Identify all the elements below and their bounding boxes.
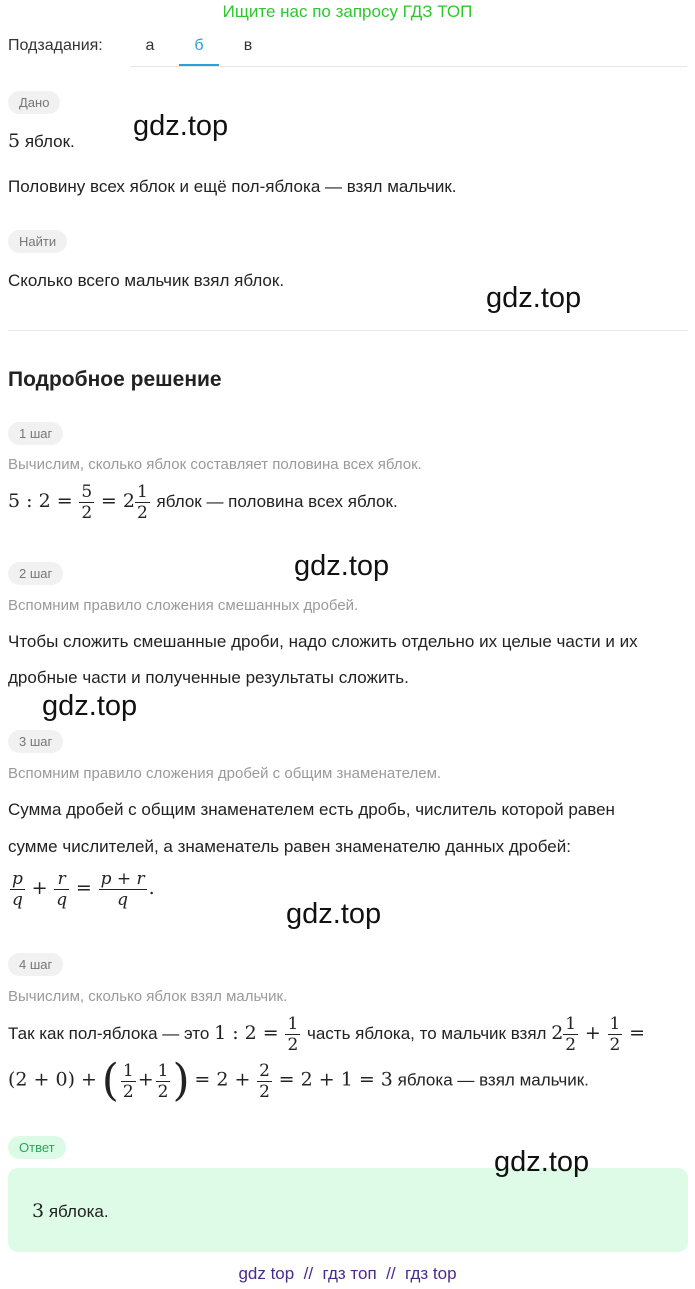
watermark: gdz.top <box>133 110 229 142</box>
step-3-formula: $\frac{p}{q}$ + $\frac{r}{q}$ = $\frac{p + r}{q}$ . <box>12 869 155 910</box>
given-amount: 5 яблок. <box>8 130 75 152</box>
step-1-chip: 1 шаг <box>8 422 63 445</box>
step-3-line-2: сумме числителей, а знаменатель равен знаменателю данных дробей: <box>8 837 571 856</box>
watermark: gdz.top <box>294 550 390 582</box>
footer-links[interactable]: gdz top // гдз топ // гдз top <box>238 1264 457 1283</box>
step-3-hint: Вспомним правило сложения дробей с общим знаменателем. <box>8 765 442 782</box>
step-3-chip: 3 шаг <box>8 730 63 753</box>
given-text: Половину всех яблок и ещё пол-яблока — взял мальчик. <box>8 177 457 196</box>
find-chip: Найти <box>8 230 67 253</box>
step-4-line-2: (2 + 0) + ( $\frac{1}{2}$ + $\frac{1}{2}$ ) = 2 + $\frac{2}{2}$ = 2 + 1 = 3 яблока — взял мальчик. <box>8 1055 589 1106</box>
step-2-line-2: дробные части и полученные результаты сложить. <box>8 668 409 687</box>
answer-chip: Ответ <box>8 1136 66 1159</box>
step-1-hint: Вычислим, сколько яблок составляет половина всех яблок. <box>8 456 422 473</box>
watermark: gdz.top <box>42 690 138 722</box>
tab-b[interactable]: б <box>179 28 219 66</box>
step-1-formula: 5 : 2 = $\frac{5}{2}$ = 2 $\frac{1}{2}$ яблок — половина всех яблок. <box>8 482 398 523</box>
step-3-line-1: Сумма дробей с общим знаменателем есть дробь, числитель которой равен <box>8 800 615 819</box>
watermark: gdz.top <box>494 1146 590 1178</box>
watermark: gdz.top <box>286 898 382 930</box>
find-text: Сколько всего мальчик взял яблок. <box>8 271 285 290</box>
step-4-chip: 4 шаг <box>8 953 63 976</box>
tab-v[interactable]: в <box>243 37 253 54</box>
subtasks-label: Подзадания: <box>8 37 103 54</box>
step-2-line-1: Чтобы сложить смешанные дроби, надо сложить отдельно их целые части и их <box>8 632 638 651</box>
section-divider <box>8 330 688 331</box>
watermark: gdz.top <box>486 282 582 314</box>
given-chip: Дано <box>8 91 60 114</box>
step-2-hint: Вспомним правило сложения смешанных дробей. <box>8 597 359 614</box>
tab-a[interactable]: а <box>145 37 155 54</box>
step-4-hint: Вычислим, сколько яблок взял мальчик. <box>8 988 288 1005</box>
answer-text: 3 яблока. <box>32 1200 109 1222</box>
search-hint-banner: Ищите нас по запросу ГДЗ ТОП <box>222 2 473 21</box>
solution-title: Подробное решение <box>8 368 222 391</box>
step-2-chip: 2 шаг <box>8 562 63 585</box>
subtask-tabs <box>130 28 687 67</box>
step-4-line-1: Так как пол-яблока — это 1 : 2 = $\frac{1}{2}$ часть яблока, то мальчик взял 2 $\frac{1}{2}$ + $\frac{1}{2}$ = <box>8 1014 645 1055</box>
answer-box <box>8 1168 688 1252</box>
